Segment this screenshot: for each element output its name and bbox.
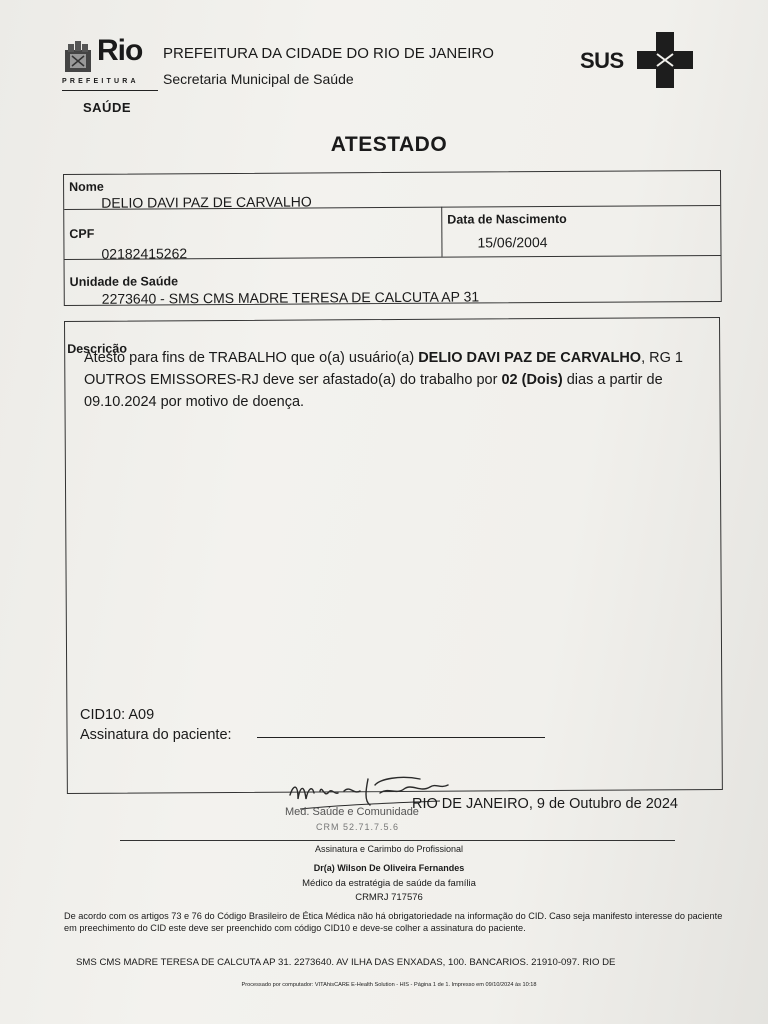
patient-signature-label: Assinatura do paciente: [80, 727, 232, 743]
cid-code: CID10: A09 [80, 707, 155, 723]
header-secretaria: Secretaria Municipal de Saúde [163, 71, 354, 87]
nascimento-label: Data de Nascimento [447, 211, 567, 227]
stamp-line-2: CRM 52.71.7.5.6 [316, 822, 400, 832]
legal-notice: De acordo com os artigos 73 e 76 do Código Brasileiro de Ética Médica não há obrigatoriedade na informação do CID. Caso seja manifesto interesse do paciente em preechimento do CID este deve ser preenchido com código CID10 e deve-se colher a assinatura do paciente. [64, 911, 723, 933]
days-bold: 02 (Dois) [501, 372, 563, 388]
descricao-label: Descrição [67, 341, 127, 356]
document-title: ATESTADO [330, 133, 448, 156]
professional-signature-label: Assinatura e Carimbo do Profissional [314, 844, 464, 854]
nome-value: DELIO DAVI PAZ DE CARVALHO [101, 193, 312, 211]
logo-prefeitura-text: PREFEITURA [62, 78, 139, 85]
logo-saude-text: SAÚDE [83, 100, 132, 115]
city-emblem-icon [62, 40, 94, 74]
cpf-label: CPF [69, 226, 95, 241]
column-divider [441, 207, 442, 257]
doctor-role: Médico da estratégia de saúde da família [302, 878, 476, 889]
header-city: PREFEITURA DA CIDADE DO RIO DE JANEIRO [163, 45, 494, 62]
city-date: RIO DE JANEIRO, 9 de Outubro de 2024 [412, 796, 678, 812]
nascimento-value: 15/06/2004 [477, 234, 548, 251]
patient-name-bold: DELIO DAVI PAZ DE CARVALHO [418, 350, 642, 366]
footer-address: SMS CMS MADRE TERESA DE CALCUTA AP 31. 2273640. AV ILHA DAS ENXADAS, 100. BANCARIOS. 21910-097. RIO DE [76, 957, 616, 968]
logo-rio-text: Rio [97, 34, 143, 67]
doctor-crm: CRMRJ 717576 [355, 892, 423, 903]
patient-signature-line [257, 737, 545, 738]
logo-divider [62, 90, 158, 91]
sus-logo-text: SUS [580, 48, 624, 73]
doctor-name: Dr(a) Wilson De Oliveira Fernandes [313, 863, 465, 873]
nome-label: Nome [69, 179, 104, 194]
description-text: Atesto para fins de TRABALHO que o(a) usuário(a) DELIO DAVI PAZ DE CARVALHO, RG 1 OUTROS EMISSORES-RJ deve ser afastado(a) do trabalho por 02 (Dois) dias a partir de 09.10.2024 por motivo de doença. [84, 350, 683, 410]
unidade-label: Unidade de Saúde [69, 274, 179, 289]
unidade-value: 2273640 - SMS CMS MADRE TERESA DE CALCUTA AP 31 [101, 288, 480, 307]
cpf-value: 02182415262 [101, 245, 188, 262]
stamp-line-1: Med. Saúde e Comunidade [285, 806, 419, 818]
sus-cross-icon [637, 32, 693, 88]
patient-info-box [63, 170, 722, 306]
professional-signature-line [120, 840, 675, 841]
footer-processed: Processado por computador: VITAhisCARE E-Health Solution - HIS - Página 1 de 1. Impresso em 09/10/2024 às 10:18 [241, 982, 537, 988]
